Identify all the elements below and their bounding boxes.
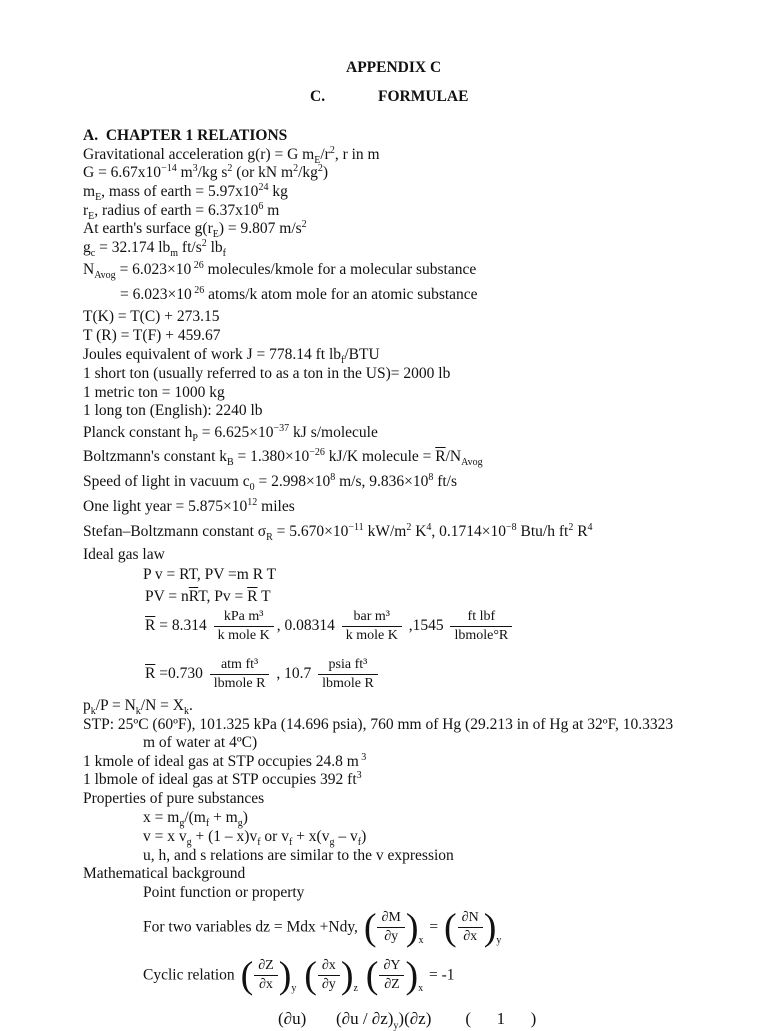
planck-constant: Planck constant $h_P = 6.625\times 10^{-37}$ kJ s/molecule xyxy=(83,422,378,445)
appendix-title: APPENDIX C xyxy=(346,59,442,76)
uhs-note: u, h, and s relations are similar to the v expression xyxy=(143,847,454,864)
quality-relation: $x = m_g/(m_f + m_g)$ xyxy=(143,809,248,830)
fraction-kpa: $\frac{\text{kPa m³}}{\text{k mole K}}$ xyxy=(214,609,274,644)
fraction-atm: $\frac{\text{atm ft³}}{\text{lbmole R}}$ xyxy=(210,657,270,692)
kmole-volume: 1 kmole of ideal gas at STP occupies 24.8 m $^3$ xyxy=(83,751,367,770)
gravitational-constant: $G = 6.67x10^{-14}$ $m^3/kg$ $s^2$ (or kN $m^2/kg^2$) xyxy=(83,162,329,181)
stefan-boltzmann: Stefan–Boltzmann constant $\sigma_R = 5.670\times 10^{-11}$ $kW/m^2$ $K^4$, $0.1714\times 10^{-8}$ Btu/h $ft^2$ $R^4$ xyxy=(83,521,593,544)
metric-ton: 1 metric ton = 1000 kg xyxy=(83,384,225,401)
gas-constant-si: $\overline{R} = 8.314$ $\frac{\text{kPa m³}}{\text{k mole K}}$ , 0.08314 $\frac{\text{bar m³}}{\text{k mole K}}$ ,1545 $\frac{\text{ft lbf}}{\text{lbmole°R}}$ xyxy=(145,608,515,644)
joules-equivalent: Joules equivalent of work J = 778.14 ft $lb_f$/BTU xyxy=(83,346,380,367)
speed-of-light: Speed of light in vacuum $c_0 = 2.998\times 10^8$ m/s, $9.836\times 10^8$ ft/s xyxy=(83,471,458,494)
partial-derivative-zx: ( $\frac{\partial Z}{\partial x}$ )$_y$ xyxy=(240,954,297,997)
point-function-heading: Point function or property xyxy=(143,884,305,901)
ideal-gas-eq1: P v = RT, PV =m R T xyxy=(143,566,277,583)
stp-line2: m of water at 4ºC) xyxy=(143,734,258,751)
earth-mass: $m_E$, mass of earth = $5.97x10^{24}$ kg xyxy=(83,181,288,204)
partial-derivative-xy: ( $\frac{\partial x}{\partial y}$ )$_z$ xyxy=(304,954,358,997)
partial-pressure: $p_k/P = N_k/N = X_k$. xyxy=(83,697,193,718)
partial-derivative-m: ( $\frac{\partial M}{\partial y}$ )$_x$ xyxy=(363,906,424,949)
chapter-heading: A. CHAPTER 1 RELATIONS xyxy=(83,127,288,144)
avogadro-atomic: = 6.023×10 $^{26}$ atoms/k atom mole for an atomic substance xyxy=(120,284,478,303)
ideal-gas-heading: Ideal gas law xyxy=(83,546,165,563)
fraction-psia: $\frac{\text{psia ft³}}{\text{lbmole R}}$ xyxy=(318,657,378,692)
lbmole-volume: 1 lbmole of ideal gas at STP occupies 392 $ft^3$ xyxy=(83,769,362,788)
partial-derivative-n: ( $\frac{\partial N}{\partial x}$ )$_y$ xyxy=(444,906,502,949)
rankine-conversion: T (R) = T(F) + 459.67 xyxy=(83,327,221,344)
cyclic-relation: Cyclic relation ( $\frac{\partial Z}{\partial x}$ )$_y$ ( $\frac{\partial x}{\partial y}$ )$_z$ ( $\frac{\partial Y}{\partial Z}$ )$_x = -1$ xyxy=(143,952,455,1000)
stp-line1: STP: 25ºC (60ºF), 101.325 kPa (14.696 psia), 760 mm of Hg (29.213 in of Hg at 32ºF, 10.3323 xyxy=(83,716,674,733)
light-year: One light year = $5.875\times 10^{12}$ miles xyxy=(83,496,295,515)
section-name: FORMULAE xyxy=(378,88,469,105)
earth-radius: $r_E$, radius of earth = $6.37x10^6$ m xyxy=(83,200,280,223)
section-label: C. xyxy=(310,88,326,105)
ideal-gas-eq2: PV = $n\overline{R}T$, $Pv = \overline{R}$ T xyxy=(145,588,271,605)
math-background-heading: Mathematical background xyxy=(83,865,246,882)
gas-constant-english: $\overline{R} =0.730$ $\frac{\text{atm ft³}}{\text{lbmole R}}$ , 10.7 $\frac{\text{psia ft³}}{\text{lbmole R}}$ xyxy=(145,656,381,692)
fraction-ftlbf: $\frac{\text{ft lbf}}{\text{lbmole°R}}$ xyxy=(450,609,512,644)
exactness-condition: For two variables dz = Mdx +Ndy, ( $\frac{\partial M}{\partial y}$ )$_x$ = ( $\frac{\partial N}{\partial x}$ )$_y$ xyxy=(143,904,503,952)
surface-gravity: At earth's surface $g(r_E) = 9.807$ $m/s^2$ xyxy=(83,218,307,241)
pure-substances-heading: Properties of pure substances xyxy=(83,790,265,807)
specific-volume-relation: v = x $v_g + (1 - x)v_f$ or $v_f + x(v_g - v_f)$ xyxy=(143,828,367,849)
avogadro-molecular: $N_{Avog} = 6.023\times 10$ $^{26}$ molecules/kmole for a molecular substance xyxy=(83,259,477,282)
fraction-bar: $\frac{\text{bar m³}}{\text{k mole K}}$ xyxy=(342,609,402,644)
gravitational-acceleration: Gravitational acceleration g(r) = G $m_E/r^2$, r in m xyxy=(83,144,380,167)
long-ton: 1 long ton (English): 2240 lb xyxy=(83,402,263,419)
kelvin-conversion: T(K) = T(C) + 273.15 xyxy=(83,308,220,325)
gc-constant: $g_c = 32.174$ $lb_m$ $ft/s^2$ $lb_f$ xyxy=(83,237,227,260)
partial-derivative-yz: ( $\frac{\partial Y}{\partial Z}$ )$_x$ xyxy=(365,954,424,997)
boltzmann-constant: Boltzmann's constant $k_B = 1.380\times 10^{-26}$ kJ/K molecule = $\overline{R}/N_{Avog}$ xyxy=(83,446,483,469)
cut-off-equation: (∂u) $(\partial u / \partial z)_y)(\partial z)$ ( 1 ) xyxy=(278,1009,537,1031)
short-ton: 1 short ton (usually referred to as a ton in the US)= 2000 lb xyxy=(83,365,451,382)
